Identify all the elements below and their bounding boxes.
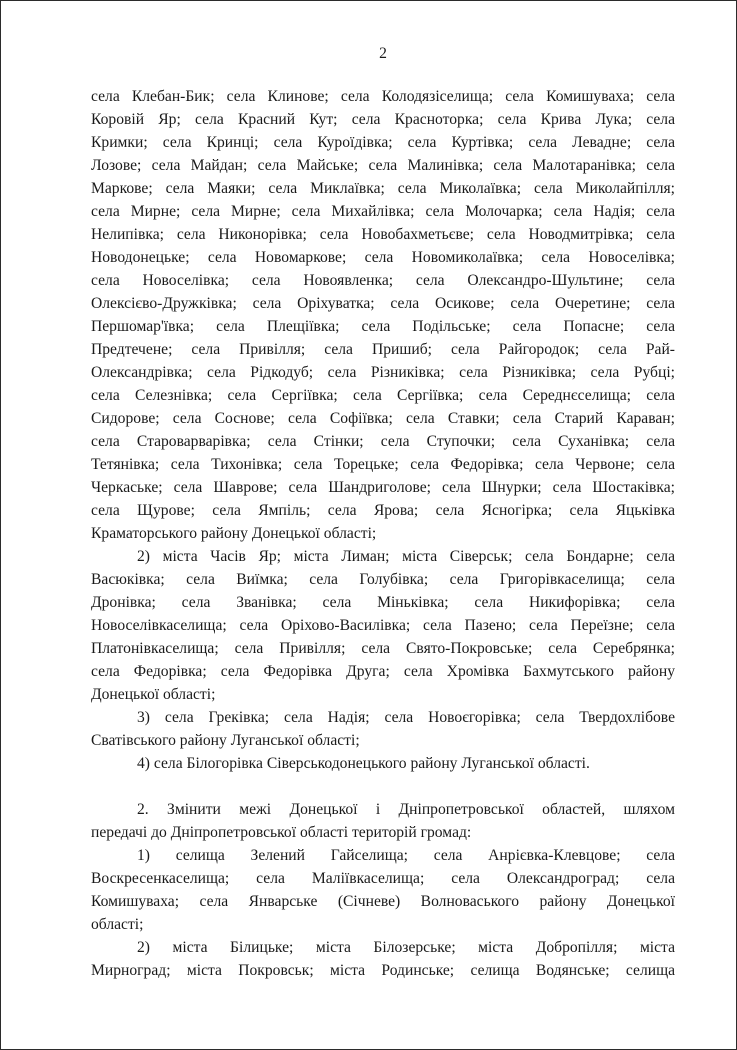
text-line: Новоселівкаселища; села Оріхово-Василівка; села Пазено; села Переїзне; села bbox=[91, 617, 675, 634]
text-line: Воскресенкаселища; села Маліївкаселища; села Олександроград; села bbox=[91, 870, 675, 887]
text-line: Краматорського району Донецької області; bbox=[91, 525, 377, 542]
text-line: Сидорове; села Соснове; села Софіївка; села Ставки; села Старий Караван; bbox=[91, 410, 675, 427]
text-line: села Щурове; села Ямпіль; села Ярова; села Ясногірка; села Яцьківка bbox=[91, 502, 675, 519]
text-line: Дронівка; села Званівка; села Міньківка; села Никифорівка; села bbox=[91, 594, 675, 611]
text-line: Олександрівка; села Рідкодуб; села Різниківка; села Різниківка; села Рубці; bbox=[91, 364, 675, 381]
text-line: 2) міста Білицьке; міста Білозерське; міста Добропілля; міста bbox=[137, 939, 675, 956]
text-line: Комишуваха; села Январське (Січневе) Волноваського району Донецької bbox=[91, 893, 675, 910]
text-line: області; bbox=[91, 916, 144, 933]
text-line: 1) селища Зелений Гайселища; села Анрієвка-Клевцове; села bbox=[137, 847, 675, 864]
text-line: села Новоселівка; села Новоявленка; села Олександро-Шультине; села bbox=[91, 272, 675, 289]
text-line: 2) міста Часів Яр; міста Лиман; міста Сіверськ; села Бондарне; села bbox=[137, 548, 675, 565]
text-line: села Клебан-Бик; села Клинове; села Колодязіселища; села Комишуваха; села bbox=[91, 88, 675, 105]
text-line: 2. Змінити межі Донецької і Дніпропетровської областей, шляхом bbox=[137, 801, 675, 818]
paragraph-gap bbox=[91, 775, 675, 798]
text-line: Кримки; села Кринці; села Куроїдівка; села Куртівка; села Левадне; села bbox=[91, 134, 675, 151]
text-line: Тетянівка; села Тихонівка; села Торецьке; села Федорівка; села Червоне; села bbox=[91, 456, 675, 473]
text-line: Лозове; села Майдан; села Майське; села Малинівка; села Малотаранівка; села bbox=[91, 157, 675, 174]
text-line: Васюківка; села Виїмка; села Голубівка; села Григорівкаселища; села bbox=[91, 571, 675, 588]
text-line: Маркове; села Маяки; села Миклаївка; села Миколаївка; села Миколайпілля; bbox=[91, 180, 675, 197]
text-line: Олексієво-Дружківка; села Оріхуватка; села Осикове; села Очеретине; села bbox=[91, 295, 675, 312]
text-line: передачі до Дніпропетровської області територій громад: bbox=[91, 824, 472, 841]
text-line: Черкаське; села Шаврове; села Шандриголове; села Шнурки; села Шостаківка; bbox=[91, 479, 675, 496]
text-line: Новодонецьке; села Новомаркове; села Новомиколаївка; села Новоселівка; bbox=[91, 249, 675, 266]
text-line: села Мирне; села Мирне; села Михайлівка; села Молочарка; села Надія; села bbox=[91, 203, 675, 220]
text-line: Предтечене; села Привілля; села Пришиб; села Райгородок; села Рай- bbox=[91, 341, 675, 358]
text-line: села Селезнівка; села Сергіївка; села Сергіївка; села Середнєселища; села bbox=[91, 387, 675, 404]
text-line: Коровій Яр; села Красний Кут; села Красноторка; села Крива Лука; села bbox=[91, 111, 675, 128]
text-line: 4) села Білогорівка Сіверськодонецького району Луганської області. bbox=[137, 755, 590, 772]
page-number: 2 bbox=[379, 45, 387, 62]
text-line: Першомар'ївка; села Плещіївка; села Подільське; села Попасне; села bbox=[91, 318, 675, 335]
text-line: Донецької області; bbox=[91, 686, 216, 703]
text-line: села Староварварівка; села Стінки; села Ступочки; села Суханівка; села bbox=[91, 433, 675, 450]
text-line: Платонівкаселища; села Привілля; села Свято-Покровське; села Серебрянка; bbox=[91, 640, 675, 657]
text-line: Мирноград; міста Покровськ; міста Родинське; селища Водянське; селища bbox=[91, 962, 675, 979]
document-page bbox=[91, 42, 675, 982]
text-line: села Федорівка; села Федорівка Друга; села Хромівка Бахмутського району bbox=[91, 663, 675, 680]
text-line: Сватівського району Луганської області; bbox=[91, 732, 360, 749]
text-line: 3) села Греківка; села Надія; села Новоєгорівка; села Твердохлібове bbox=[137, 709, 675, 726]
text-line: Нелипівка; села Никонорівка; села Новобахметьєве; села Новодмитрівка; села bbox=[91, 226, 675, 243]
document-body bbox=[91, 85, 675, 982]
